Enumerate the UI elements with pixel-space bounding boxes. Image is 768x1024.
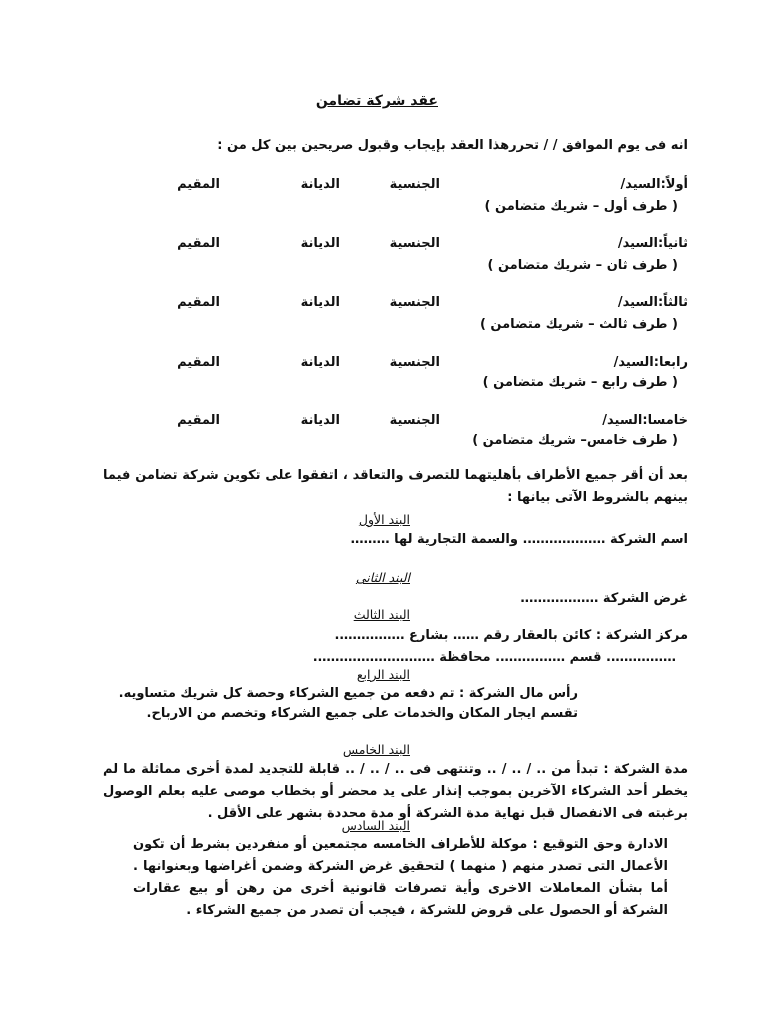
party-4-religion: الديانة xyxy=(300,355,340,370)
party-4-residence: المقيم xyxy=(177,355,220,370)
party-1-nationality: الجنسية xyxy=(389,177,440,192)
party-3-residence: المقيم xyxy=(177,295,220,310)
party-2-label: ثانياً:السيد/ xyxy=(617,236,688,251)
party-1-religion: الديانة xyxy=(300,177,340,192)
clause-4-heading: البند الرابع xyxy=(356,667,410,682)
clause-4-line-1: رأس مال الشركة : تم دفعه من جميع الشركاء وحصة كل شريك متساويه. xyxy=(118,686,578,701)
clause-3-line-2: ……………. قسم ……………. محافظة ………………………. xyxy=(312,650,676,665)
party-5-role: ( طرف خامس– شريك متضامن ) xyxy=(472,433,678,448)
party-5-residence: المقيم xyxy=(177,413,220,428)
party-4-role: ( طرف رابع – شريك متضامن ) xyxy=(482,375,678,390)
party-3-label: ثالثاً:السيد/ xyxy=(617,295,688,310)
document-title: عقد شركة تضامن xyxy=(315,93,438,109)
party-5-nationality: الجنسية xyxy=(389,413,440,428)
clause-3-heading: البند الثالث xyxy=(353,607,410,622)
clause-2-text: غرض الشركة ……………… xyxy=(520,591,688,606)
party-3-religion: الديانة xyxy=(300,295,340,310)
clause-1-text: اسم الشركة ………………. والسمة التجارية لها ……… xyxy=(350,532,688,547)
party-1-label: أولاً:السيد/ xyxy=(620,177,688,192)
clause-6-heading: البند السادس xyxy=(341,818,410,833)
preamble-paragraph: بعد أن أقر جميع الأطراف بأهليتهما للتصرف والتعاقد ، اتفقوا على تكوين شركة تضامن فيما بينهم بالشروط الآتى بيانها : xyxy=(103,468,688,505)
party-2-nationality: الجنسية xyxy=(389,236,440,251)
party-1-residence: المقيم xyxy=(177,177,220,192)
party-3-nationality: الجنسية xyxy=(389,295,440,310)
party-4-nationality: الجنسية xyxy=(389,355,440,370)
party-2-role: ( طرف ثان – شريك متضامن ) xyxy=(487,258,678,273)
party-3-role: ( طرف ثالث – شريك متضامن ) xyxy=(479,317,678,332)
party-5-religion: الديانة xyxy=(300,413,340,428)
clause-1-heading: البند الأول xyxy=(358,512,410,527)
party-2-religion: الديانة xyxy=(300,236,340,251)
clause-3-line-1: مركز الشركة : كائن بالعقار رقم …… بشارع ……………. xyxy=(334,628,688,643)
party-2-residence: المقيم xyxy=(177,236,220,251)
clause-6-text: الادارة وحق التوقيع : موكلة للأطراف الخامسه مجتمعين أو منفردين بشرط أن تكون الأعمال التى تصدر منهم ( منهما ) لتحقيق غرض الشركة وضمن أغراضها وبعنوانها . أما بشأن المعاملات الاخرى وأية تصرفات قانونية أخرى من رهن أو بيع عقارات الشركة أو الحصول على قروض للشركة ، فيجب أن تصدر من جميع الشركاء . xyxy=(133,837,668,918)
party-5-label: خامسا:السيد/ xyxy=(602,413,688,428)
party-1-role: ( طرف أول – شريك متضامن ) xyxy=(484,199,678,214)
clause-5-heading: البند الخامس xyxy=(342,742,410,757)
clause-5-text: مدة الشركة : تبدأ من .. / .. / .. وتنتهى فى .. / .. / .. قابلة للتجديد لمدة أخرى مماثلة ما لم يخطر أحد الشركاء الآخرين بموجب إنذار على يد محضر أو بخطاب موصى عليه بعلم الوصول برغبته فى الانفصال قبل نهاية مدة الشركة أو مدة محددة بشهر على الأقل . xyxy=(103,762,688,821)
clause-4-line-2: تقسم ايجار المكان والخدمات على جميع الشركاء وتخصم من الارباح. xyxy=(146,706,578,721)
party-4-label: رابعا:السيد/ xyxy=(613,355,688,370)
clause-2-heading: البند الثانى xyxy=(355,570,410,585)
intro-line: انه فى يوم الموافق / / تحررهذا العقد بإيجاب وقبول صريحين بين كل من : xyxy=(217,138,688,153)
